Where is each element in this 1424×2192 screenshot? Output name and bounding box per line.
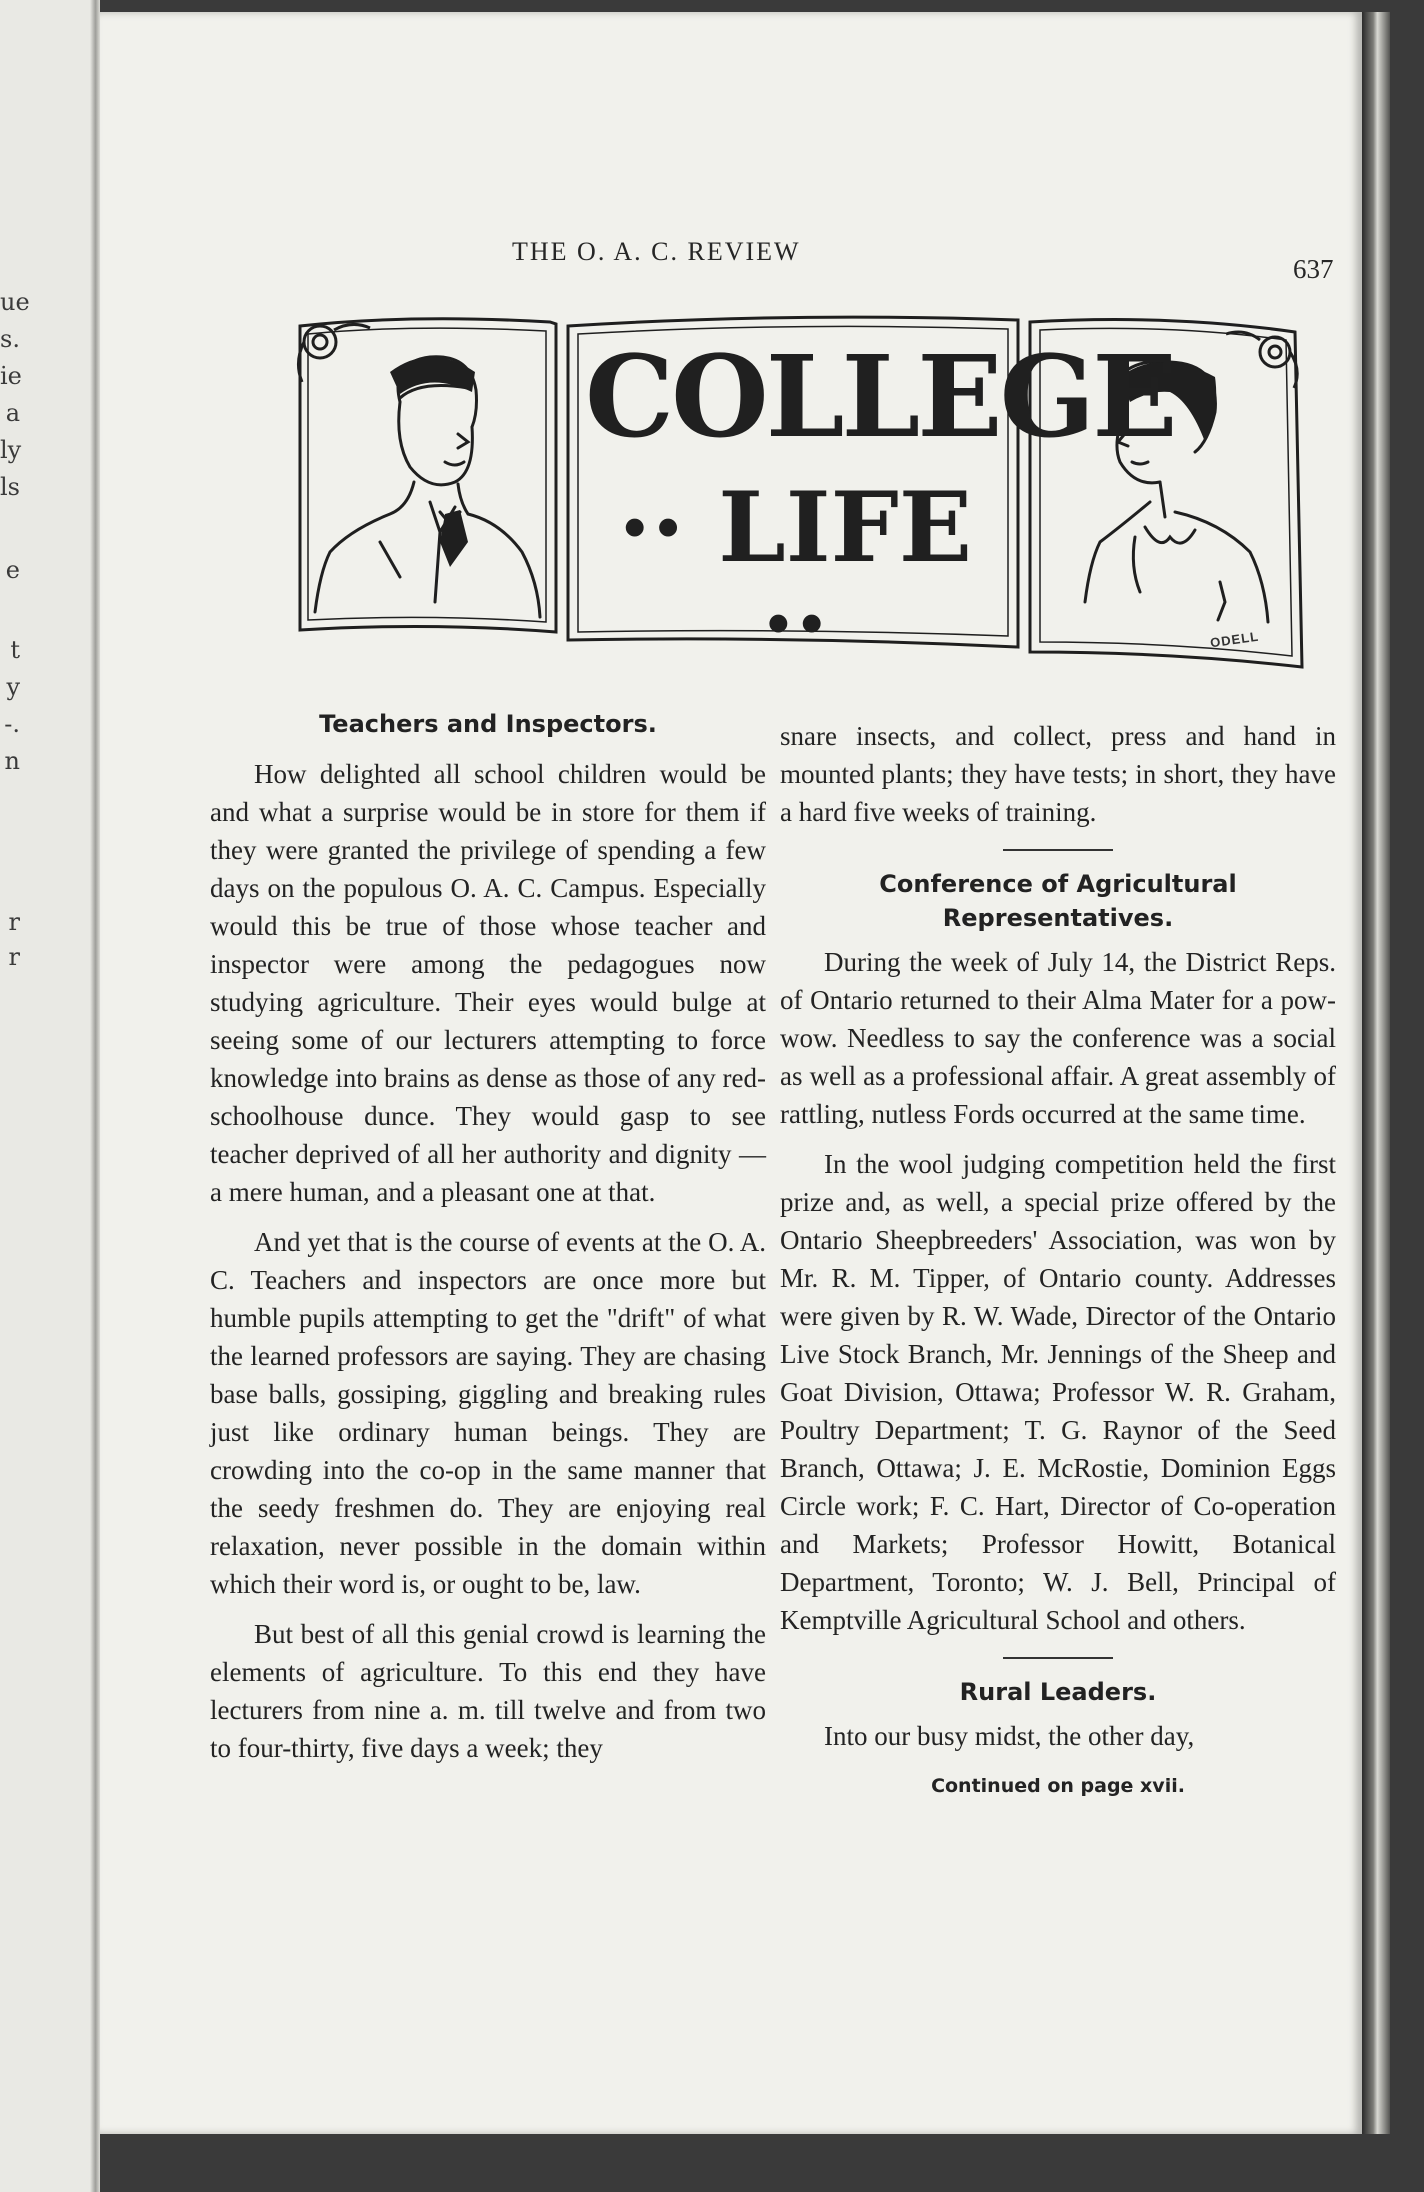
continuation-note: Continued on page xvii. xyxy=(931,1775,1185,1797)
magazine-page xyxy=(100,12,1362,2134)
college-life-banner xyxy=(290,302,1310,682)
paragraph: And yet that is the course of events at the O. A. C. Teachers and inspectors are once more but humble pupils attempting to get the "drift" of what the learned professors are saying. They are chasing base balls, gossiping, giggling and breaking rules just like ordinary human beings. They are crowding into the co-op in the same manner that the seedy freshmen do. They are enjoying real relaxation, never possible in the domain within which their word is, or ought to be, law. xyxy=(210,1227,766,1599)
artist-signature: ODELL xyxy=(1209,628,1260,651)
banner-subtitle: ·· LIFE ·· xyxy=(618,471,972,680)
previous-page-fragment: r xyxy=(8,908,20,936)
previous-page-fragment: e xyxy=(5,556,20,584)
paragraph: In the wool judging competition held the first prize and, as well, a special prize offered by the Ontario Sheepbreeders' Association, was won by Mr. R. M. Tipper, of Ontario county. Addresses were given by R. W. Wade, Director of the Ontario Live Stock Branch, Mr. Jennings of the Sheep and Goat Division, Ottawa; Professor W. R. Graham, Poultry Department; T. G. Raynor of the Seed Branch, Ottawa; J. E. McRostie, Dominion Eggs Circle work; F. C. Hart, Director of Co-operation and Markets; Professor Howitt, Botanical Department, Toronto; W. J. Bell, Principal of Kemptville Agricultural School and others. xyxy=(780,1149,1336,1635)
previous-page-fragment: ue xyxy=(0,288,30,316)
previous-page-fragment: t xyxy=(10,636,20,664)
previous-page-fragment: ie xyxy=(0,362,22,390)
page-number: 637 xyxy=(1293,254,1334,284)
banner-title: COLLEGE xyxy=(585,332,1175,463)
previous-page-edge xyxy=(0,0,98,2192)
previous-page-fragment: a xyxy=(5,399,20,427)
page-stack-edge xyxy=(1362,12,1390,2134)
previous-page-fragment: ly xyxy=(0,436,22,464)
paragraph: During the week of July 14, the District Reps. of Ontario returned to their Alma Mater for a pow-wow. Needless to say the conference was a social as well as a professional affair. A great assembly of rattling, nutless Fords occurred at the same time. xyxy=(780,947,1336,1129)
continued-paragraph: snare insects, and collect, press and hand in mounted plants; they have tests; in short, they have a hard five weeks of training. xyxy=(780,721,1336,827)
section-divider xyxy=(1003,1657,1113,1659)
previous-page-fragment: y xyxy=(6,673,20,701)
section-heading-conference: Conference of Agricultural Representatives. xyxy=(879,870,1237,932)
paragraph: But best of all this genial crowd is learning the elements of agriculture. To this end they have lecturers from nine a. m. till twelve and from two to four-thirty, five days a week; they xyxy=(210,1619,766,1763)
section-heading-teachers: Teachers and Inspectors. xyxy=(319,710,657,738)
left-column xyxy=(210,697,766,1779)
previous-page-fragment: s. xyxy=(0,325,20,353)
paragraph: How delighted all school children would be and what a surprise would be in store for them if they were granted the privilege of spending a few days on the populous O. A. C. Campus. Especially would this be true of those whose teacher and inspector were among the pedagogues now studying agriculture. Their eyes would bulge at seeing some of our lecturers attempting to force knowledge into brains as dense as those of any red-schoolhouse dunce. They would gasp to see teacher deprived of all her authority and dignity —a mere human, and a pleasant one at that. xyxy=(210,759,766,1207)
previous-page-fragment: -. xyxy=(4,710,20,738)
right-column xyxy=(780,717,1336,1805)
section-divider xyxy=(1003,849,1113,851)
book-gutter xyxy=(90,0,100,2192)
paragraph: Into our busy midst, the other day, xyxy=(824,1721,1195,1751)
previous-page-fragment: ls xyxy=(0,473,20,501)
running-header: THE O. A. C. REVIEW xyxy=(512,237,801,266)
section-heading-rural-leaders: Rural Leaders. xyxy=(959,1678,1157,1706)
previous-page-fragment: r xyxy=(8,943,20,971)
previous-page-fragment: n xyxy=(4,747,20,775)
